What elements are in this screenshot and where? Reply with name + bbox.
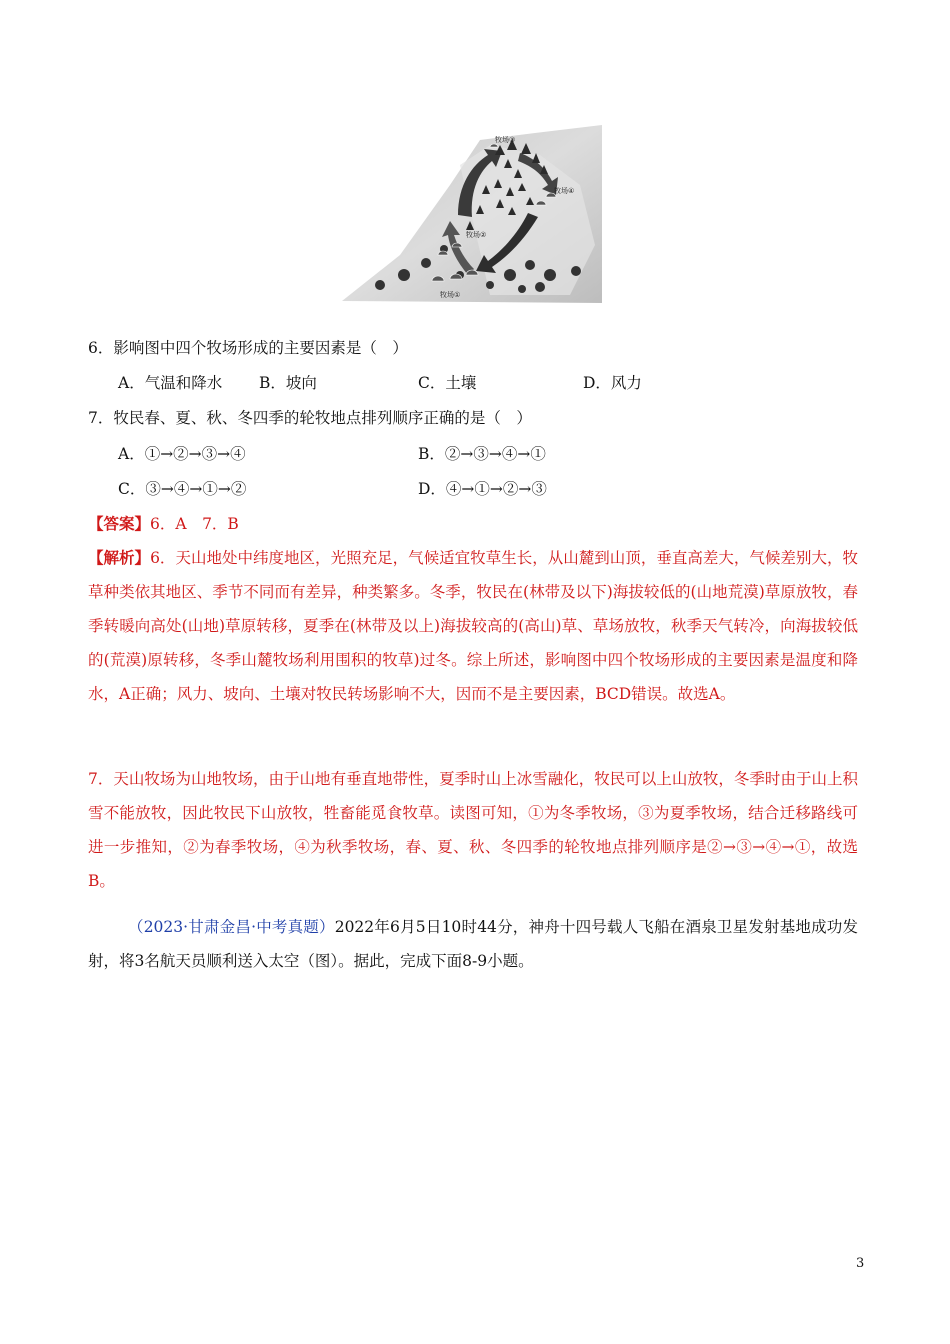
answer-text: 6．A 7．B [150,515,239,533]
analysis-paragraph-2: 7．天山牧场为山地牧场，由于山地有垂直地带性，夏季时山上冰雪融化，牧民可以上山放牧，冬季时由于山上积雪不能放牧，因此牧民下山放牧，牲畜能觅食牧草。读图可知，①为冬季牧场，③为夏季牧场，结合迁移路线可进一步推知，②为春季牧场，④为秋季牧场，春、夏、秋、冬四季的轮牧地点排列顺序是②→③→④→①，故选B。 [88,770,858,890]
question-7-stem: 7．牧民春、夏、秋、冬四季的轮牧地点排列顺序正确的是（ ） [88,409,532,427]
pasture-1-label: 牧场① [440,291,461,299]
answer-tag: 【答案】 [88,514,151,533]
analysis-paragraph-1 [88,541,858,711]
analysis-tag: 【解析】 [88,548,151,567]
pasture-4-label: 牧场④ [554,187,575,195]
q6-option-d: D．风力 [583,374,642,392]
q7-option-b: B．②→③→④→① [418,445,546,463]
q7-option-c: C．③→④→①→② [118,480,247,498]
analysis-text-1: 6．天山地处中纬度地区，光照充足，气候适宜牧草生长，从山麓到山顶，垂直高差大，气候差别大，牧草种类依其地区、季节不同而有差异，种类繁多。冬季，牧民在(林带及以下)海拔较低的(山地荒漠)草原放牧，春季转暖向高处(山地)草原转移，夏季在(林带及以上)海拔较高的(高山)草、草场放牧，秋季天气转冷，向海拔较低的(荒漠)原转移，冬季山麓牧场利用围积的牧草)过冬。综上所述，影响图中四个牧场形成的主要因素是温度和降水，A正确；风力、坡向、土壤对牧民转场影响不大，因而不是主要因素，BCD错误。故选A。 [88,549,858,703]
q7-option-d: D．④→①→②→③ [418,480,547,498]
pasture-2-label: 牧场② [466,231,487,239]
q7-option-a: A．①→②→③→④ [118,445,246,463]
question-6-stem: 6．影响图中四个牧场形成的主要因素是（ ） [88,339,408,357]
mountain-pasture-figure [340,125,602,305]
answer-line [88,514,239,534]
intro-text: 2022年6月5日10时44分，神舟十四号载人飞船在酒泉卫星发射基地成功发射，将3名航天员顺利送入太空（图）。据此，完成下面8-9小题。 [88,918,858,970]
q6-option-a: A．气温和降水 [118,374,223,392]
source-citation: （2023·甘肃金昌·中考真题） [128,918,335,936]
q6-option-c: C．土壤 [418,374,477,392]
q6-option-b: B．坡向 [259,374,317,392]
next-question-intro [88,910,858,978]
page-number: 3 [856,1256,865,1271]
pasture-3-label: 牧场③ [495,136,516,144]
